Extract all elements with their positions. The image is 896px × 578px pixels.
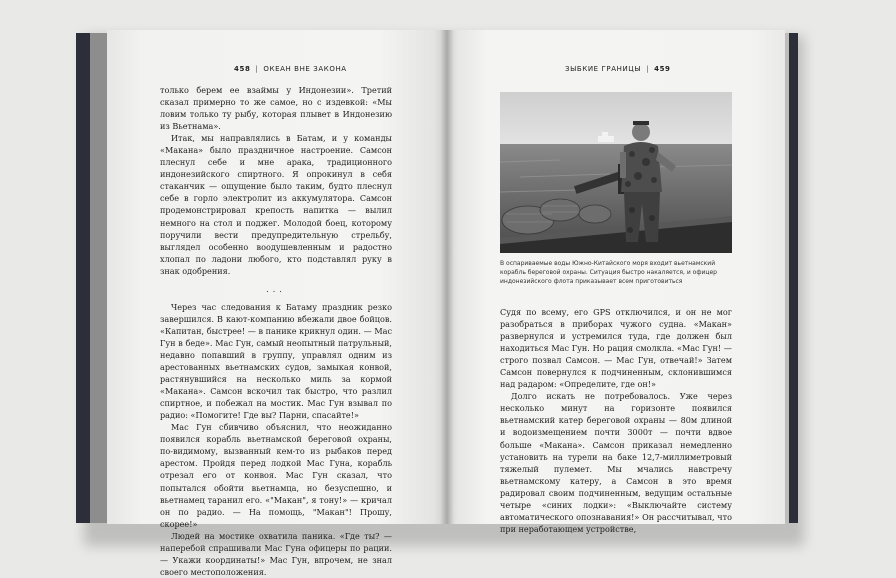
paragraph: Судя по всему, его GPS отключился, и он не мог разобраться в приборах чужого судна. «Макан» развернулся и устремился туда, где должен был находиться Мас Гун. Но рация смолкла. «Мас Гун! — строго позвал Самсон. — Мас Гун, отвечай!» Затем Самсон повернулся к подчиненным, склонившимся над радаром: «Определите, где он!»	[500, 307, 732, 390]
section-separator: ...	[266, 283, 286, 294]
left-page	[107, 30, 447, 577]
paragraph: только берем ее взаймы у Индонезии». Третий сказал примерно то же самое, но с издевкой: «Мы ловим только ту рыбу, которая плывет в Индонезию из Вьетнама».	[160, 85, 392, 132]
left-pages-edge	[90, 33, 108, 523]
right-page-number: 459	[654, 65, 671, 73]
paragraph: Долго искать не потребовалось. Уже через несколько минут на горизонте появился вьетнамский катер береговой охраны — 80м длиной и водоизмещением почти 3000т — почти вдвое больше «Макана». Самсон приказал немедленно установить на турели на баке 12,7-миллиметровый тяжелый пулемет. Мы мчались навстречу вьетнамскому катеру, а Самсон в это время радировал своим подчиненным, ведущим остальные четыре «синих лодки»: «Выключайте систему автоматического опознавания!» Он рассчитывал, что при неработающем устройстве,	[500, 391, 732, 534]
left-body-text	[160, 84, 392, 578]
photo-caption: В оспариваемые воды Южно-Китайского моря входит вьетнамский корабль береговой охраны. Ситуация быстро накаляется, и офицер индонезийского флота приказывает всем приготовиться	[500, 260, 717, 285]
right-page	[447, 30, 785, 534]
right-running-title: ЗЫБКИЕ ГРАНИЦЫ	[565, 65, 642, 73]
right-cover-edge	[789, 33, 798, 523]
left-running-header: 458 | ОКЕАН ВНЕ ЗАКОНА	[234, 65, 347, 73]
right-body-text	[500, 306, 732, 535]
left-cover-edge	[76, 33, 90, 523]
left-running-title: ОКЕАН ВНЕ ЗАКОНА	[263, 65, 347, 73]
book-spine	[440, 30, 454, 524]
paragraph: Мас Гун сбивчиво объяснил, что неожиданно появился корабль вьетнамской береговой охраны, по-видимому, вызванный кем-то из рыбаков перед арестом. Пройдя перед лодкой Мас Гуна, корабль отрезал его от конвоя. Мас Гун сказал, что попытался обойти вьетнамца, но безуспешно, и вьетнамец таранил его. «"Макан", я тону!» — кричал он по радио. — На помощь, "Макан"! Прошу, скорее!»	[160, 422, 392, 529]
photo-image	[500, 92, 732, 253]
paragraph: Через час следования к Батаму праздник резко завершился. В кают-компанию вбежали двое бойцов. «Капитан, быстрее! — в панике крикнул один. — Мас Гун в беде». Мас Гун, самый неопытный патрульный, недавно попавший в группу, управлял одним из арестованных вьетнамских судов, замыкая конвой, растянувшийся на несколько миль за кормой «Макана». Самсон вскочил так быстро, что разлил спиртное, и побежал на мостик. Мас Гун взывал по радио: «Помогите! Где вы? Парни, спасайте!»	[160, 301, 392, 421]
left-page-number: 458	[234, 65, 251, 73]
paragraph: Итак, мы направлялись в Батам, и у команды «Макана» было праздничное настроение. Самсон плеснул себе и мне арака, традиционного индонезийского спиртного. Я опрокинул в себя стаканчик — ощущение было таким, будто плеснул себе в горло электролит из аккумулятора. Самсон продемонстрировал крепость напитка — вылил немного на стол и поджег. Молодой боец, которому поручили вести предупредительную стрельбу, выглядел особенно воодушевленным и радостно хлопал по ладони любого, кто подставлял руку в знак одобрения.	[160, 133, 392, 276]
right-running-header: ЗЫБКИЕ ГРАНИЦЫ | 459	[565, 65, 671, 73]
paragraph: Людей на мостике охватила паника. «Где ты? — наперебой спрашивали Мас Гуна офицеры по рации. — Укажи координаты!» Мас Гун, впрочем, не знал своего местоположения.	[160, 530, 392, 577]
photo	[500, 92, 732, 253]
